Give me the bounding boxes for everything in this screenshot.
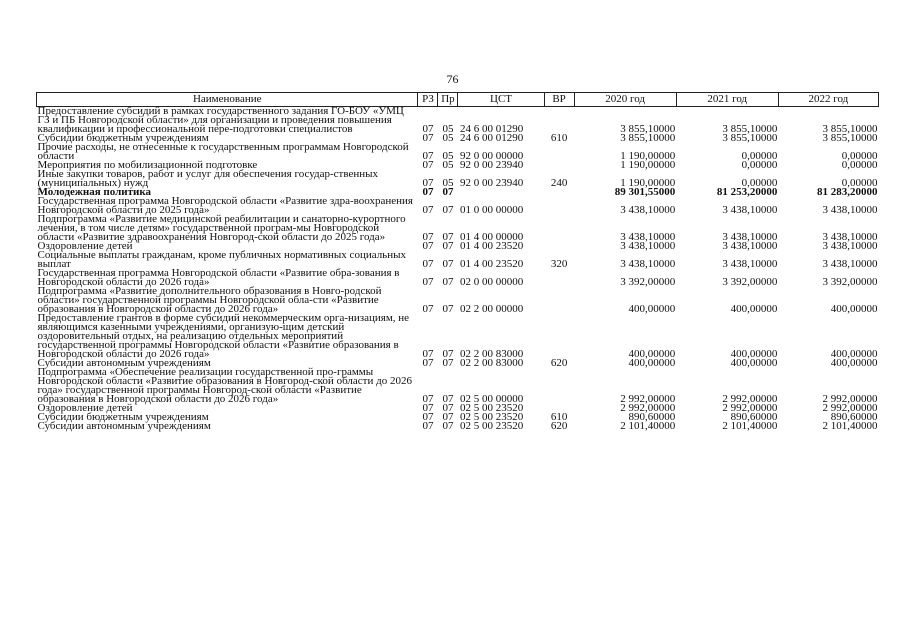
row-cst: 02 0 00 00000 xyxy=(459,276,524,288)
row-cst: 01 4 00 23520 xyxy=(459,258,524,270)
row-2020: 3 438,10000 xyxy=(620,204,676,216)
row-2020: 2 992,00000 xyxy=(620,393,676,405)
header-rz: РЗ xyxy=(418,93,438,107)
row-cst: 01 4 00 23520 xyxy=(459,240,524,252)
row-vr xyxy=(544,287,574,314)
row-name: Субсидии бюджетным учреждениям xyxy=(37,411,209,423)
row-cst xyxy=(458,188,544,197)
row-2022: 0,00000 xyxy=(841,159,878,171)
row-rz: 07 xyxy=(422,150,434,162)
row-name: Оздоровление детей xyxy=(37,402,133,414)
row-cst: 02 5 00 00000 xyxy=(459,393,524,405)
row-2022: 2 992,00000 xyxy=(822,393,878,405)
row-cst: 02 5 00 23520 xyxy=(459,402,524,414)
row-rz: 07 xyxy=(422,276,434,288)
row-2022: 3 438,10000 xyxy=(822,231,878,243)
row-rz: 07 xyxy=(422,348,434,360)
row-2022: 2 992,00000 xyxy=(822,402,878,414)
row-2022: 3 855,10000 xyxy=(822,123,878,135)
row-2020: 3 855,10000 xyxy=(620,132,676,144)
table-row xyxy=(37,314,879,359)
table-row xyxy=(37,107,879,135)
row-2021: 400,00000 xyxy=(730,348,778,360)
row-pr: 05 xyxy=(442,150,454,162)
row-name: Подпрограмма «Обеспечение реализации государственной про-граммы Новгородской области «Развитие образования в Новгород-ской области до 2026 года» государственной программы Новгород-ской области «Развитие образования в Новгородской области до 2026 года» xyxy=(37,366,412,405)
row-cst: 02 2 00 00000 xyxy=(459,303,524,315)
row-name: Государственная программа Новгородской области «Развитие здра-воохранения Новгородской области до 2025 года» xyxy=(37,195,413,216)
row-name: Молодежная политика xyxy=(37,186,152,198)
row-cst: 24 6 00 01290 xyxy=(459,123,524,135)
row-2020: 890,60000 xyxy=(628,411,676,423)
row-vr xyxy=(544,107,574,135)
row-cst: 24 6 00 01290 xyxy=(459,132,524,144)
table-row xyxy=(37,422,879,431)
header-name: Наименование xyxy=(37,93,418,107)
row-2021: 0,00000 xyxy=(741,177,778,189)
row-name: Государственная программа Новгородской области «Развитие обра-зования в Новгородской области до 2026 года» xyxy=(37,267,400,288)
row-2020: 2 101,40000 xyxy=(620,420,676,432)
row-pr: 07 xyxy=(442,393,454,405)
row-2020: 3 438,10000 xyxy=(620,258,676,270)
row-2020: 400,00000 xyxy=(628,357,676,369)
row-2021: 3 392,00000 xyxy=(722,276,778,288)
row-vr xyxy=(544,161,574,170)
row-2020: 2 992,00000 xyxy=(620,402,676,414)
table-row xyxy=(37,215,879,242)
row-2022: 890,60000 xyxy=(830,411,878,423)
row-cst: 92 0 00 23940 xyxy=(459,177,524,189)
row-vr: 620 xyxy=(550,420,568,432)
row-vr xyxy=(544,143,574,161)
row-2022: 2 101,40000 xyxy=(822,420,878,432)
row-cst: 92 0 00 23940 xyxy=(459,159,524,171)
row-2022: 3 438,10000 xyxy=(822,240,878,252)
row-2021: 3 855,10000 xyxy=(722,132,778,144)
row-rz: 07 xyxy=(422,402,434,414)
row-2020: 1 190,00000 xyxy=(620,177,676,189)
row-rz: 07 xyxy=(422,159,434,171)
table-row xyxy=(37,287,879,314)
row-pr: 07 xyxy=(442,276,454,288)
row-pr: 07 xyxy=(442,348,454,360)
row-2020: 400,00000 xyxy=(628,303,676,315)
row-2021: 400,00000 xyxy=(730,357,778,369)
budget-table xyxy=(36,92,879,431)
row-2020: 1 190,00000 xyxy=(620,150,676,162)
row-pr: 07 xyxy=(442,186,454,198)
row-name: Подпрограмма «Развитие медицинской реабилитации и санаторно-курортного лечения, в том числе детям» государственной програм-мы Новгородской области «Развитие здравоохранения Новгород-ской области до 2025 года» xyxy=(37,213,406,243)
row-2022: 400,00000 xyxy=(830,303,878,315)
row-name: Иные закупки товаров, работ и услуг для обеспечения государ-ственных (муниципальных) нужд xyxy=(37,168,379,189)
row-vr: 620 xyxy=(550,357,568,369)
header-cst: ЦСТ xyxy=(458,93,544,107)
row-2021: 0,00000 xyxy=(741,159,778,171)
header-2022: 2022 год xyxy=(778,93,878,107)
row-rz: 07 xyxy=(422,231,434,243)
row-rz: 07 xyxy=(422,132,434,144)
row-vr xyxy=(544,197,574,215)
row-cst: 02 5 00 23520 xyxy=(459,411,524,423)
header-2020: 2020 год xyxy=(574,93,676,107)
row-2021: 400,00000 xyxy=(730,303,778,315)
row-2021: 0,00000 xyxy=(741,150,778,162)
row-pr: 07 xyxy=(442,357,454,369)
row-cst: 02 2 00 83000 xyxy=(459,348,524,360)
row-pr: 07 xyxy=(442,240,454,252)
row-2021: 2 992,00000 xyxy=(722,402,778,414)
row-2020: 89 301,55000 xyxy=(614,186,676,198)
row-name: Подпрограмма «Развитие дополнительного образования в Новго-родской области» государственной программы Новгородской обла-сти «Развитие образования в Новгородской области до 2026 года» xyxy=(37,285,382,315)
row-name: Субсидии автономным учреждениям xyxy=(37,420,211,432)
header-2021: 2021 год xyxy=(676,93,778,107)
row-2022: 400,00000 xyxy=(830,348,878,360)
row-2021: 81 253,20000 xyxy=(716,186,778,198)
row-vr: 320 xyxy=(550,258,568,270)
row-name: Мероприятия по мобилизационной подготовке xyxy=(37,159,258,171)
row-pr: 07 xyxy=(442,420,454,432)
row-cst: 01 4 00 00000 xyxy=(459,231,524,243)
row-name: Субсидии бюджетным учреждениям xyxy=(37,132,209,144)
row-2020: 3 392,00000 xyxy=(620,276,676,288)
row-2021: 3 855,10000 xyxy=(722,123,778,135)
row-pr: 05 xyxy=(442,132,454,144)
row-2020: 3 438,10000 xyxy=(620,240,676,252)
row-2022: 3 438,10000 xyxy=(822,258,878,270)
row-pr: 07 xyxy=(442,411,454,423)
row-rz: 07 xyxy=(422,240,434,252)
row-2020: 3 438,10000 xyxy=(620,231,676,243)
row-2020: 400,00000 xyxy=(628,348,676,360)
row-vr xyxy=(544,188,574,197)
row-name: Предоставление субсидий в рамках государственного задания ГО-БОУ «УМЦ ГЗ и ПБ Новгородской области» для организации и проведения повышения квалификации и профессиональной пере-подготовки специалистов xyxy=(37,105,404,135)
row-pr: 07 xyxy=(442,402,454,414)
row-2021: 3 438,10000 xyxy=(722,258,778,270)
row-rz: 07 xyxy=(422,357,434,369)
row-2021: 890,60000 xyxy=(730,411,778,423)
row-2020: 3 855,10000 xyxy=(620,123,676,135)
header-pr: Пр xyxy=(438,93,458,107)
row-name: Социальные выплаты гражданам, кроме публичных нормативных социальных выплат xyxy=(37,249,406,270)
row-2022: 0,00000 xyxy=(841,150,878,162)
page-number: 76 xyxy=(446,72,459,86)
row-2021: 3 438,10000 xyxy=(722,231,778,243)
row-rz: 07 xyxy=(422,177,434,189)
row-pr: 05 xyxy=(442,123,454,135)
row-2020: 1 190,00000 xyxy=(620,159,676,171)
row-cst: 02 2 00 83000 xyxy=(459,357,524,369)
row-rz: 07 xyxy=(422,123,434,135)
row-2022: 0,00000 xyxy=(841,177,878,189)
row-rz: 07 xyxy=(422,258,434,270)
row-vr xyxy=(544,242,574,251)
row-rz: 07 xyxy=(422,303,434,315)
row-2022: 3 392,00000 xyxy=(822,276,878,288)
row-pr: 07 xyxy=(442,204,454,216)
row-vr xyxy=(544,314,574,359)
row-rz: 07 xyxy=(422,393,434,405)
row-pr: 05 xyxy=(442,159,454,171)
row-pr: 05 xyxy=(442,177,454,189)
row-cst: 92 0 00 00000 xyxy=(459,150,524,162)
row-rz: 07 xyxy=(422,186,434,198)
row-2021: 2 101,40000 xyxy=(722,420,778,432)
row-pr: 07 xyxy=(442,303,454,315)
row-vr xyxy=(544,215,574,242)
row-cst: 02 5 00 23520 xyxy=(459,420,524,432)
row-name: Субсидии автономным учреждениям xyxy=(37,357,211,369)
row-2022: 3 855,10000 xyxy=(822,132,878,144)
row-2022: 81 283,20000 xyxy=(817,186,878,198)
row-2022: 3 438,10000 xyxy=(822,204,878,216)
row-rz: 07 xyxy=(422,204,434,216)
row-cst: 01 0 00 00000 xyxy=(459,204,524,216)
row-name: Оздоровление детей xyxy=(37,240,133,252)
row-vr xyxy=(544,269,574,287)
row-vr: 240 xyxy=(550,177,568,189)
row-name: Прочие расходы, не отнесенные к государственным программам Новгородской области xyxy=(37,141,409,162)
row-pr: 07 xyxy=(442,231,454,243)
row-2021: 2 992,00000 xyxy=(722,393,778,405)
table-body xyxy=(37,107,879,432)
row-rz: 07 xyxy=(422,411,434,423)
header-vr: ВР xyxy=(544,93,574,107)
table-row xyxy=(37,368,879,404)
row-2022: 400,00000 xyxy=(830,357,878,369)
row-pr: 07 xyxy=(442,258,454,270)
row-rz: 07 xyxy=(422,420,434,432)
row-2021: 3 438,10000 xyxy=(722,240,778,252)
row-vr xyxy=(544,368,574,404)
row-name: Предоставление грантов в форме субсидий некоммерческим орга-низациям, не являющимся казенными учреждениями, организую-щим детский оздоровительный отдых, на реализацию отдельных мероприятий государственной программы Новгородской области «Развитие образования в Новгородской области до 2026 года» xyxy=(37,312,410,360)
row-vr: 610 xyxy=(550,132,568,144)
row-vr: 610 xyxy=(550,411,568,423)
row-2021: 3 438,10000 xyxy=(722,204,778,216)
